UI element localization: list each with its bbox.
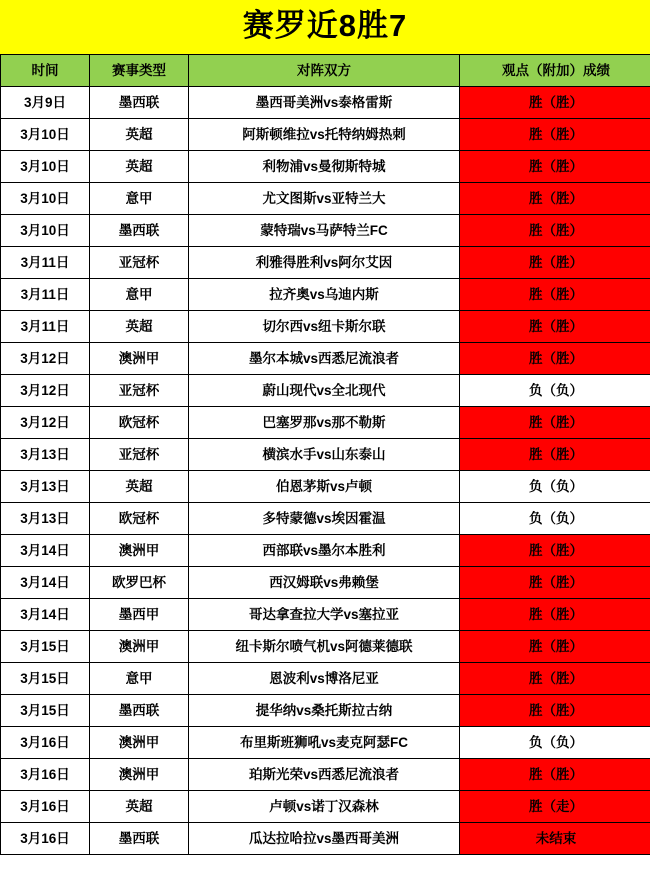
cell-time: 3月11日 bbox=[1, 311, 90, 343]
cell-time: 3月16日 bbox=[1, 727, 90, 759]
cell-competition-type: 亚冠杯 bbox=[90, 439, 189, 471]
cell-competition-type: 澳洲甲 bbox=[90, 727, 189, 759]
match-table bbox=[0, 54, 650, 855]
cell-result: 胜（胜） bbox=[460, 311, 650, 343]
cell-result: 胜（胜） bbox=[460, 151, 650, 183]
cell-matchup: 墨尔本城vs西悉尼流浪者 bbox=[189, 343, 460, 375]
cell-matchup: 西汉姆联vs弗赖堡 bbox=[189, 567, 460, 599]
cell-competition-type: 英超 bbox=[90, 471, 189, 503]
table-row bbox=[1, 87, 650, 119]
table-header-row bbox=[1, 55, 650, 87]
page-title: 赛罗近8胜7 bbox=[0, 0, 650, 54]
cell-matchup: 横滨水手vs山东泰山 bbox=[189, 439, 460, 471]
cell-competition-type: 澳洲甲 bbox=[90, 535, 189, 567]
cell-result: 负（负） bbox=[460, 727, 650, 759]
cell-time: 3月15日 bbox=[1, 663, 90, 695]
cell-time: 3月11日 bbox=[1, 279, 90, 311]
table-body bbox=[1, 87, 650, 855]
table-row bbox=[1, 215, 650, 247]
cell-matchup: 哥达拿查拉大学vs塞拉亚 bbox=[189, 599, 460, 631]
cell-competition-type: 澳洲甲 bbox=[90, 759, 189, 791]
cell-matchup: 多特蒙德vs埃因霍温 bbox=[189, 503, 460, 535]
cell-competition-type: 墨西联 bbox=[90, 87, 189, 119]
cell-time: 3月12日 bbox=[1, 407, 90, 439]
cell-matchup: 西部联vs墨尔本胜利 bbox=[189, 535, 460, 567]
cell-result: 胜（胜） bbox=[460, 663, 650, 695]
table-row bbox=[1, 599, 650, 631]
cell-time: 3月16日 bbox=[1, 759, 90, 791]
cell-result: 胜（胜） bbox=[460, 215, 650, 247]
table-row bbox=[1, 791, 650, 823]
cell-matchup: 恩波利vs博洛尼亚 bbox=[189, 663, 460, 695]
cell-matchup: 切尔西vs纽卡斯尔联 bbox=[189, 311, 460, 343]
cell-time: 3月16日 bbox=[1, 791, 90, 823]
cell-result: 胜（胜） bbox=[460, 439, 650, 471]
table-row bbox=[1, 375, 650, 407]
cell-time: 3月13日 bbox=[1, 439, 90, 471]
cell-time: 3月13日 bbox=[1, 471, 90, 503]
cell-competition-type: 澳洲甲 bbox=[90, 343, 189, 375]
cell-time: 3月16日 bbox=[1, 823, 90, 855]
table-row bbox=[1, 407, 650, 439]
cell-matchup: 蒙特瑞vs马萨特兰FC bbox=[189, 215, 460, 247]
cell-result: 胜（胜） bbox=[460, 407, 650, 439]
cell-competition-type: 意甲 bbox=[90, 279, 189, 311]
table-row bbox=[1, 311, 650, 343]
cell-matchup: 利物浦vs曼彻斯特城 bbox=[189, 151, 460, 183]
cell-result: 负（负） bbox=[460, 375, 650, 407]
column-header-type: 赛事类型 bbox=[90, 55, 189, 87]
cell-result: 胜（胜） bbox=[460, 279, 650, 311]
cell-matchup: 珀斯光荣vs西悉尼流浪者 bbox=[189, 759, 460, 791]
cell-competition-type: 墨西联 bbox=[90, 823, 189, 855]
table-row bbox=[1, 439, 650, 471]
cell-time: 3月12日 bbox=[1, 375, 90, 407]
cell-result: 胜（胜） bbox=[460, 87, 650, 119]
cell-time: 3月15日 bbox=[1, 631, 90, 663]
cell-result: 未结束 bbox=[460, 823, 650, 855]
cell-matchup: 阿斯顿维拉vs托特纳姆热刺 bbox=[189, 119, 460, 151]
cell-time: 3月14日 bbox=[1, 535, 90, 567]
cell-time: 3月10日 bbox=[1, 215, 90, 247]
table-header bbox=[1, 55, 650, 87]
table-row bbox=[1, 247, 650, 279]
cell-matchup: 布里斯班狮吼vs麦克阿瑟FC bbox=[189, 727, 460, 759]
cell-competition-type: 亚冠杯 bbox=[90, 247, 189, 279]
cell-competition-type: 墨西甲 bbox=[90, 599, 189, 631]
table-row bbox=[1, 631, 650, 663]
cell-competition-type: 英超 bbox=[90, 791, 189, 823]
cell-result: 胜（胜） bbox=[460, 631, 650, 663]
cell-matchup: 纽卡斯尔喷气机vs阿德莱德联 bbox=[189, 631, 460, 663]
cell-matchup: 利雅得胜利vs阿尔艾因 bbox=[189, 247, 460, 279]
cell-matchup: 卢顿vs诺丁汉森林 bbox=[189, 791, 460, 823]
cell-result: 胜（走） bbox=[460, 791, 650, 823]
cell-result: 负（负） bbox=[460, 503, 650, 535]
cell-result: 胜（胜） bbox=[460, 119, 650, 151]
cell-time: 3月10日 bbox=[1, 183, 90, 215]
cell-time: 3月15日 bbox=[1, 695, 90, 727]
cell-competition-type: 墨西联 bbox=[90, 695, 189, 727]
cell-competition-type: 欧罗巴杯 bbox=[90, 567, 189, 599]
cell-result: 胜（胜） bbox=[460, 183, 650, 215]
cell-competition-type: 英超 bbox=[90, 311, 189, 343]
cell-competition-type: 意甲 bbox=[90, 663, 189, 695]
cell-matchup: 瓜达拉哈拉vs墨西哥美洲 bbox=[189, 823, 460, 855]
cell-time: 3月9日 bbox=[1, 87, 90, 119]
cell-competition-type: 英超 bbox=[90, 151, 189, 183]
table-row bbox=[1, 503, 650, 535]
cell-result: 胜（胜） bbox=[460, 247, 650, 279]
cell-matchup: 蔚山现代vs全北现代 bbox=[189, 375, 460, 407]
cell-time: 3月11日 bbox=[1, 247, 90, 279]
cell-result: 胜（胜） bbox=[460, 535, 650, 567]
table-row bbox=[1, 151, 650, 183]
table-row bbox=[1, 695, 650, 727]
column-header-match: 对阵双方 bbox=[189, 55, 460, 87]
table-row bbox=[1, 279, 650, 311]
cell-competition-type: 墨西联 bbox=[90, 215, 189, 247]
cell-matchup: 尤文图斯vs亚特兰大 bbox=[189, 183, 460, 215]
cell-competition-type: 欧冠杯 bbox=[90, 503, 189, 535]
table-row bbox=[1, 535, 650, 567]
cell-result: 胜（胜） bbox=[460, 695, 650, 727]
cell-time: 3月10日 bbox=[1, 119, 90, 151]
table-row bbox=[1, 343, 650, 375]
column-header-time: 时间 bbox=[1, 55, 90, 87]
cell-time: 3月13日 bbox=[1, 503, 90, 535]
table-row bbox=[1, 183, 650, 215]
table-row bbox=[1, 119, 650, 151]
cell-competition-type: 意甲 bbox=[90, 183, 189, 215]
cell-result: 胜（胜） bbox=[460, 343, 650, 375]
cell-competition-type: 英超 bbox=[90, 119, 189, 151]
table-row bbox=[1, 663, 650, 695]
table-row bbox=[1, 823, 650, 855]
table-row bbox=[1, 471, 650, 503]
cell-result: 胜（胜） bbox=[460, 759, 650, 791]
cell-competition-type: 澳洲甲 bbox=[90, 631, 189, 663]
cell-competition-type: 亚冠杯 bbox=[90, 375, 189, 407]
cell-time: 3月14日 bbox=[1, 599, 90, 631]
table-row bbox=[1, 759, 650, 791]
cell-matchup: 拉齐奥vs乌迪内斯 bbox=[189, 279, 460, 311]
cell-result: 胜（胜） bbox=[460, 599, 650, 631]
cell-matchup: 提华纳vs桑托斯拉古纳 bbox=[189, 695, 460, 727]
table-row bbox=[1, 727, 650, 759]
cell-result: 胜（胜） bbox=[460, 567, 650, 599]
cell-time: 3月10日 bbox=[1, 151, 90, 183]
cell-matchup: 墨西哥美洲vs泰格雷斯 bbox=[189, 87, 460, 119]
cell-time: 3月14日 bbox=[1, 567, 90, 599]
cell-matchup: 伯恩茅斯vs卢顿 bbox=[189, 471, 460, 503]
table-row bbox=[1, 567, 650, 599]
column-header-result: 观点（附加）成绩 bbox=[460, 55, 650, 87]
cell-result: 负（负） bbox=[460, 471, 650, 503]
cell-time: 3月12日 bbox=[1, 343, 90, 375]
cell-matchup: 巴塞罗那vs那不勒斯 bbox=[189, 407, 460, 439]
cell-competition-type: 欧冠杯 bbox=[90, 407, 189, 439]
